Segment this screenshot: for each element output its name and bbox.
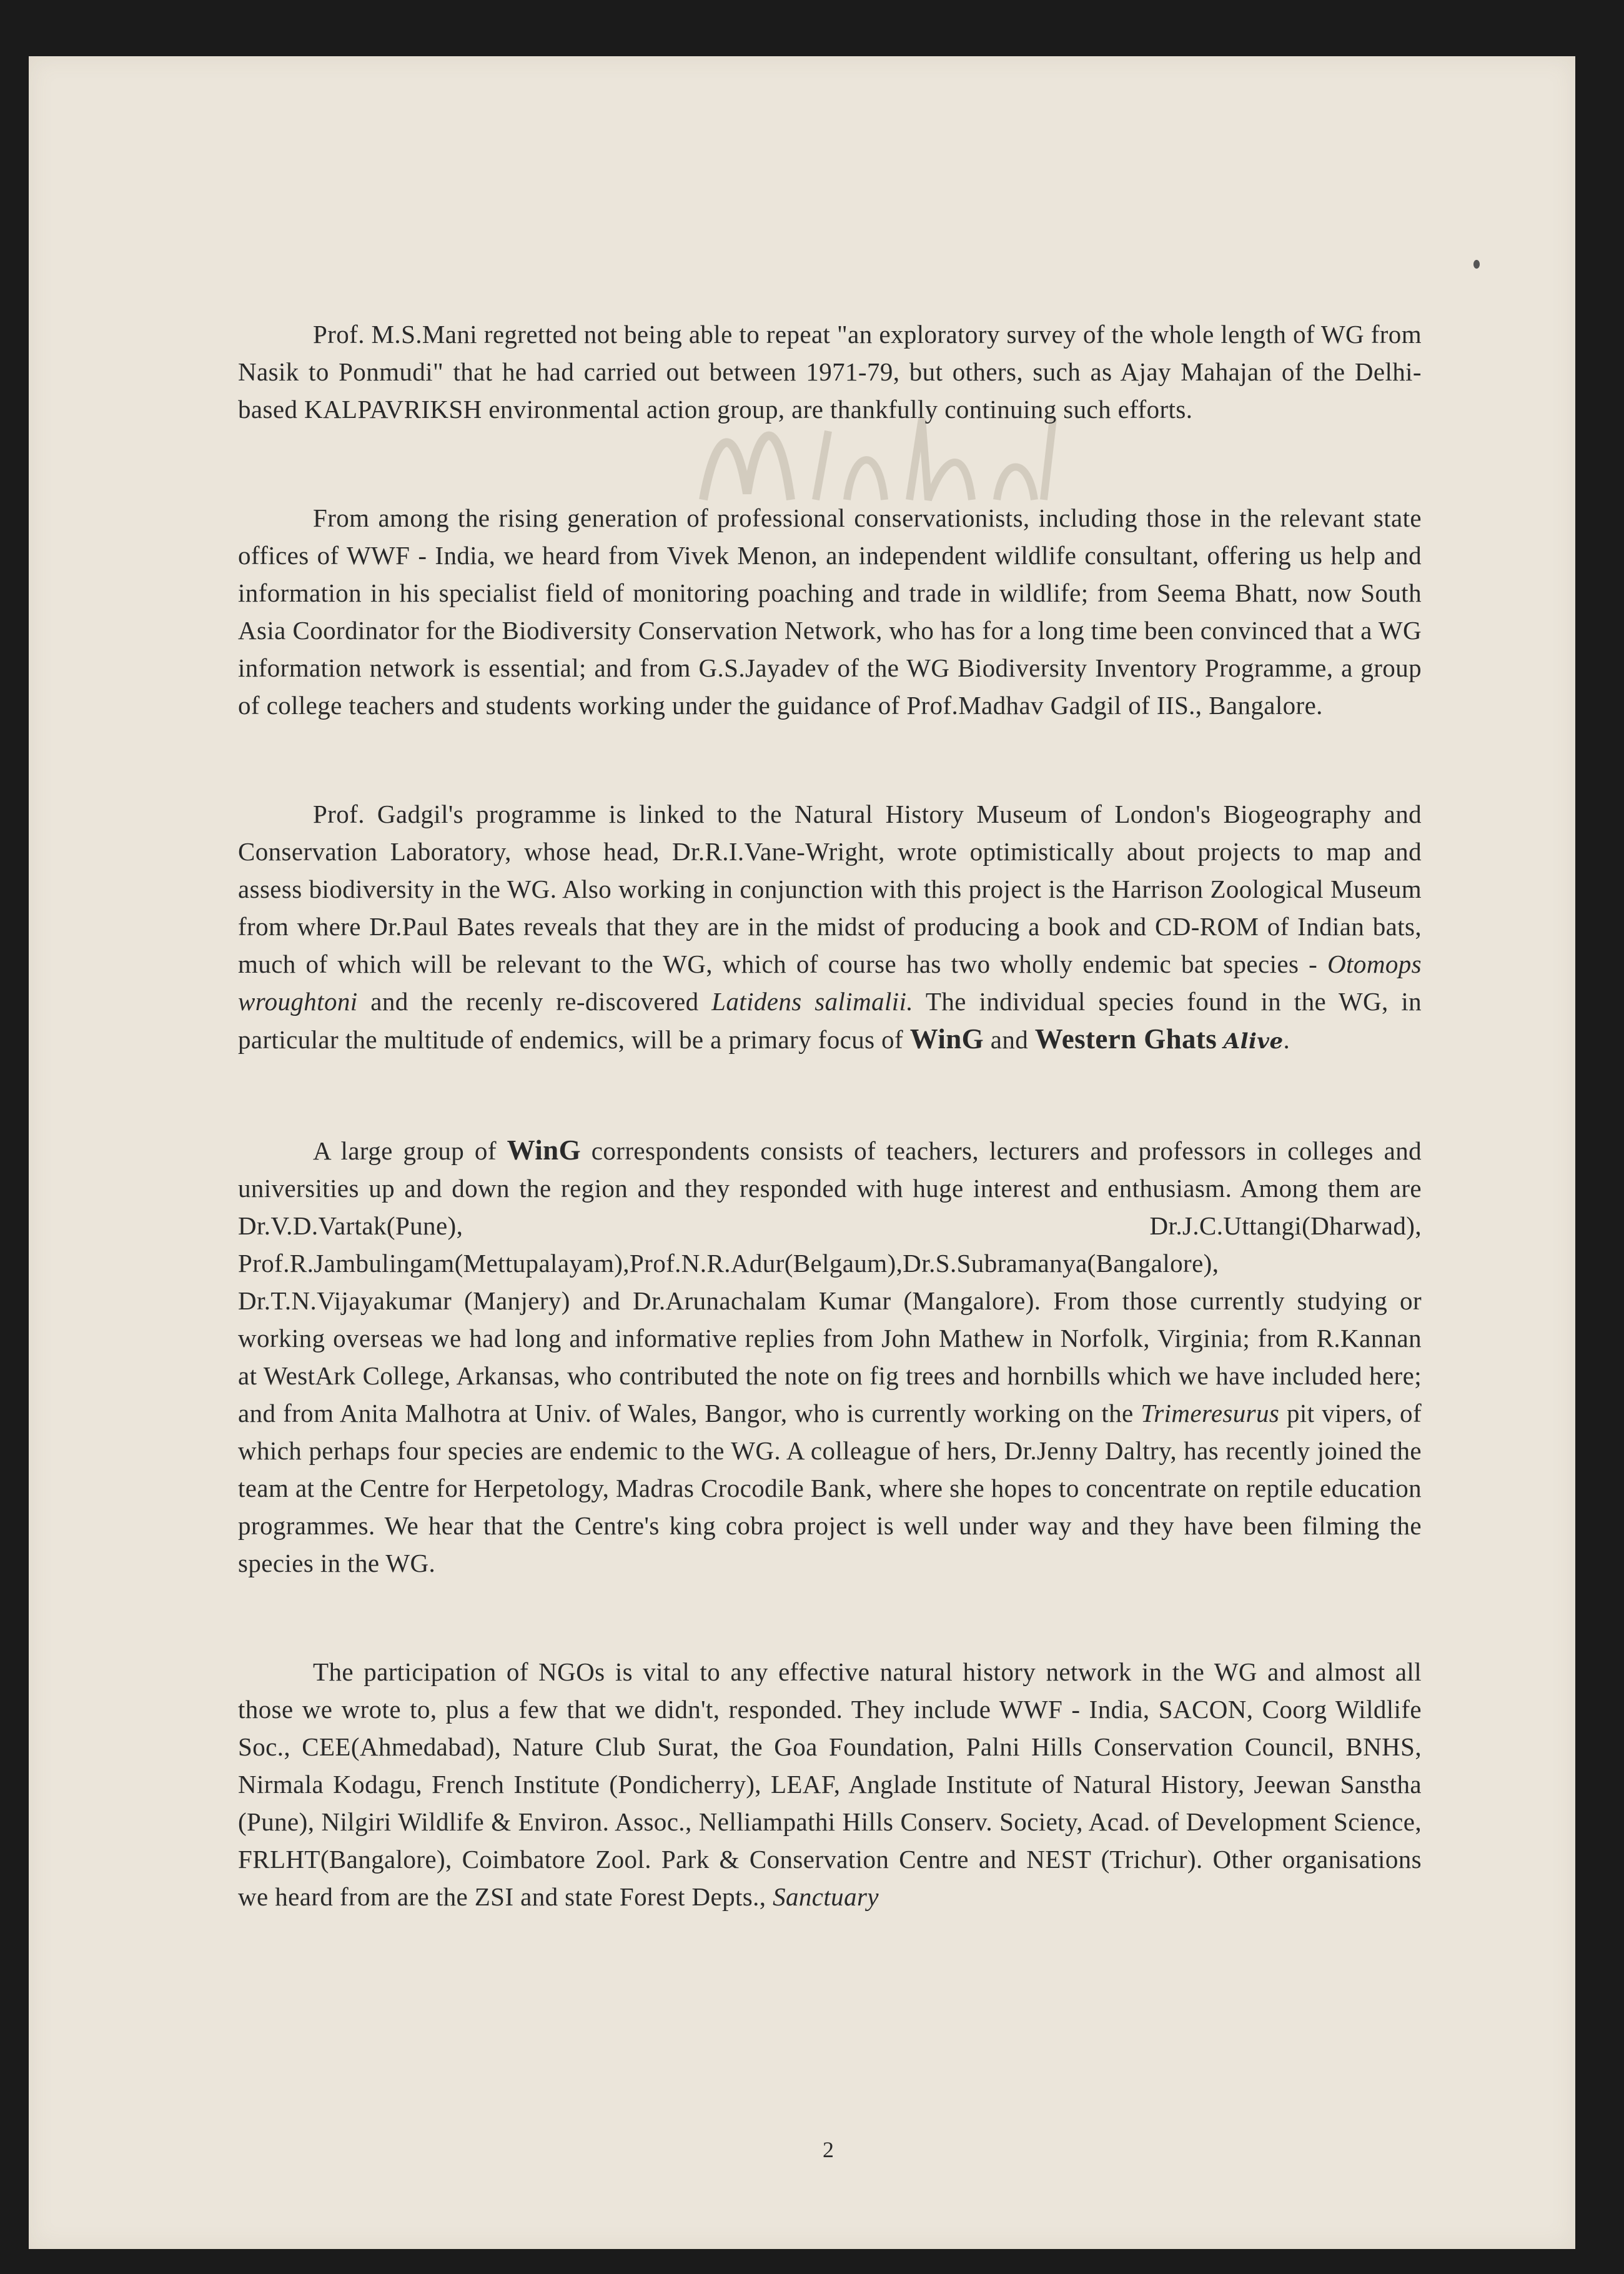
wing-logotype: WinG (909, 1023, 984, 1055)
paragraph-3-end: . (1283, 1025, 1290, 1054)
sanctuary-word: Sanctuary (773, 1882, 879, 1911)
alive-script-logotype: Alive (1223, 1029, 1284, 1054)
paragraph-4 (238, 1131, 1422, 1582)
paragraph-3 (238, 795, 1422, 1060)
paragraph-2 (238, 499, 1422, 724)
paragraph-3-text-a: Prof. Gadgil's programme is linked to the Natural History Museum of London's Biogeography and Conservation Laboratory, whose head, Dr.R.I.Vane-Wright, wrote optimistically about projects to map and assess biodiversity in the WG. Also working in conjunction with this project is the Harrison Zoological Museum from where Dr.Paul Bates reveals that they are in the midst of producing a book and CD-ROM of Indian bats, much of which will be relevant to the WG, which of course has two wholly endemic bat species - (238, 800, 1422, 978)
punch-hole-mark (1473, 260, 1480, 269)
paragraph-1-text: Prof. M.S.Mani regretted not being able to repeat "an exploratory survey of the whole length of WG from Nasik to Ponmudi" that he had carried out between 1971-79, but others, such as Ajay Mahajan of the Delhi-based KALPAVRIKSH environmental action group, are thankfully continuing such efforts. (238, 320, 1422, 424)
document-page (29, 56, 1575, 2249)
species-name-otomops: Otomops wroughtoni (238, 950, 1422, 1016)
paragraph-5 (238, 1653, 1422, 1915)
paragraph-4-text-c: pit vipers, of which perhaps four species are endemic to the WG. A colleague of hers, Dr.Jenny Daltry, has recently joined the team at the Centre for Herpetology, Madras Crocodile Bank, where she hopes to concentrate on reptile education programmes. We hear that the Centre's king cobra project is well under way and they have been filming the species in the WG. (238, 1399, 1422, 1577)
paragraph-3-text-d: and (990, 1025, 1029, 1054)
western-ghats-logotype: Western Ghats (1034, 1023, 1217, 1055)
species-name-latidens: Latidens salimalii. (711, 987, 914, 1016)
document-body (238, 315, 1422, 1915)
paragraph-3-text-b: and the recenly re-discovered (370, 987, 699, 1016)
page-number: 2 (823, 2137, 834, 2162)
paragraph-1 (238, 315, 1422, 428)
wing-logotype: WinG (507, 1135, 581, 1166)
paragraph-4-text-b: correspondents consists of teachers, lecturers and professors in colleges and universities up and down the region and they responded with huge interest and enthusiasm. Among them are Dr.V.D.Vartak(Pune), Dr.J.C.Uttangi(Dharwad), Prof.R.Jambulingam(Mettupalayam),Prof.N.R.Adur(Belgaum),Dr.S.Subramanya(Bangalore), Dr.T.N.Vijayakumar (Manjery) and Dr.Arunachalam Kumar (Mangalore). From those currently studying or working overseas we had long and informative replies from John Mathew in Norfolk, Virginia; from R.Kannan at WestArk College, Arkansas, who contributed the note on fig trees and hornbills which we have included here; and from Anita Malhotra at Univ. of Wales, Bangor, who is currently working on the (238, 1136, 1422, 1427)
paragraph-5-text: The participation of NGOs is vital to any effective natural history network in the WG and almost all those we wrote to, plus a few that we didn't, responded. They include WWF - India, SACON, Coorg Wildlife Soc., CEE(Ahmedabad), Nature Club Surat, the Goa Foundation, Palni Hills Conservation Council, BNHS, Nirmala Kodagu, French Institute (Pondicherry), LEAF, Anglade Institute of Natural History, Jeewan Sanstha (Pune), Nilgiri Wildlife & Environ. Assoc., Nelliampathi Hills Conserv. Society, Acad. of Development Science, FRLHT(Bangalore), Coimbatore Zool. Park & Conservation Centre and NEST (Trichur). Other organisations we heard from are the ZSI and state Forest Depts., (238, 1657, 1422, 1911)
paragraph-2-text: From among the rising generation of professional conservationists, including those in the relevant state offices of WWF - India, we heard from Vivek Menon, an independent wildlife consultant, offering us help and information in his specialist field of monitoring poaching and trade in wildlife; from Seema Bhatt, now South Asia Coordinator for the Biodiversity Conservation Network, who has for a long time been convinced that a WG information network is essential; and from G.S.Jayadev of the WG Biodiversity Inventory Programme, a group of college teachers and students working under the guidance of Prof.Madhav Gadgil of IIS., Bangalore. (238, 504, 1422, 720)
species-name-trimeresurus: Trimeresurus (1141, 1399, 1280, 1427)
paragraph-3-text-c: The individual species found in the WG, in particular the multitude of endemics, will be a primary focus of (238, 987, 1422, 1054)
paragraph-4-text-a: A large group of (313, 1136, 497, 1165)
